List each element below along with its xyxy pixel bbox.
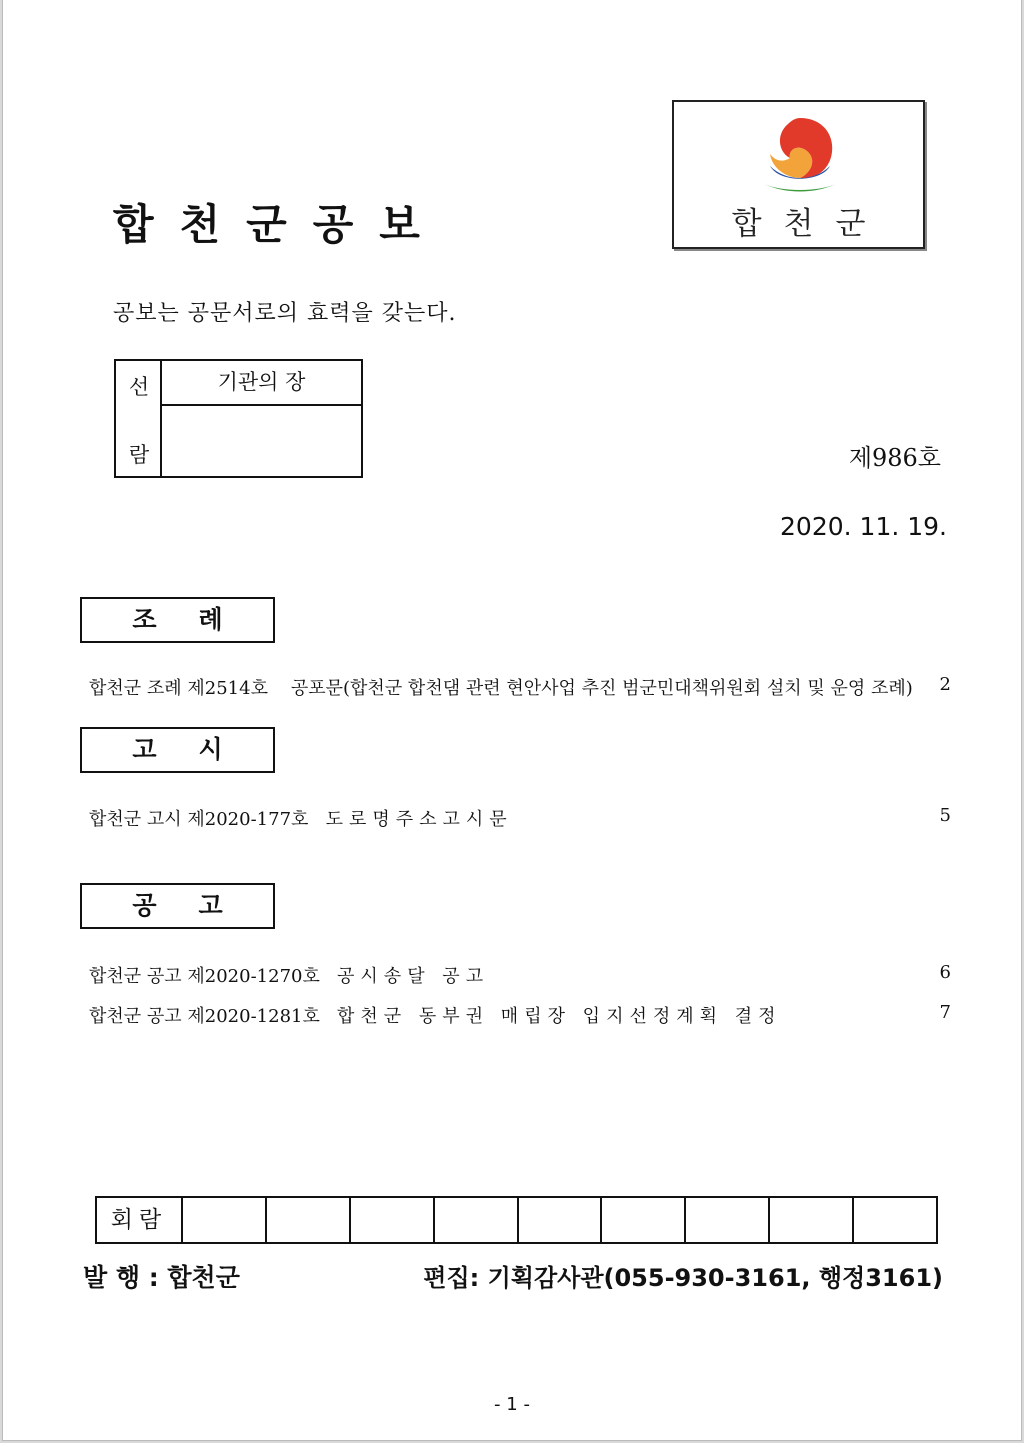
effect-note: 공보는 공문서로의 효력을 갖는다. xyxy=(113,301,457,326)
toc-entry[interactable] xyxy=(89,674,951,700)
entry-ref: 합천군 조례 제2514호 xyxy=(89,678,268,699)
issue-date: 2020. 11. 19. xyxy=(780,512,947,541)
section-heading-notification: 고시 xyxy=(80,727,275,773)
logo-text: 합천군 xyxy=(731,206,888,242)
entry-ref: 합천군 공고 제2020-1270호 xyxy=(89,966,320,987)
entry-page: 2 xyxy=(939,674,951,695)
entry-title: 합천군 동부권 매립장 입지선정계획 결정 xyxy=(337,1006,782,1027)
issue-number: 제986호 xyxy=(848,444,941,472)
entry-ref: 합천군 고시 제2020-177호 xyxy=(89,809,309,830)
section-heading-ordinance: 조례 xyxy=(80,597,275,643)
entry-page: 6 xyxy=(939,962,951,983)
page-number: - 1 - xyxy=(494,1394,530,1415)
toc-entry[interactable] xyxy=(89,1002,951,1028)
editor-contact: 편집: 기획감사관(055-930-3161, 행정3161) xyxy=(423,1264,943,1292)
circulation-table xyxy=(95,1196,938,1244)
entry-title: 공포문(합천군 합천댐 관련 현안사업 추진 범군민대책위원회 설치 및 운영 조례) xyxy=(290,678,913,699)
entry-title: 공시송달 공고 xyxy=(337,966,490,987)
bulletin-page xyxy=(2,0,1022,1441)
section-heading-announcement: 공고 xyxy=(80,883,275,929)
county-emblem-icon xyxy=(760,112,840,198)
review-table xyxy=(114,359,363,478)
circulation-cell xyxy=(600,1198,684,1242)
circulation-label: 회람 xyxy=(110,1207,168,1233)
entry-ref: 합천군 공고 제2020-1281호 xyxy=(89,1006,320,1027)
circulation-cell xyxy=(265,1198,349,1242)
review-head-label: 기관의 장 xyxy=(162,361,361,406)
toc-entry[interactable] xyxy=(89,962,951,988)
publisher: 발 행 : 합천군 xyxy=(83,1263,240,1292)
circulation-cell xyxy=(181,1198,265,1242)
county-logo-box xyxy=(672,100,925,249)
entry-page: 7 xyxy=(939,1002,951,1023)
circulation-cell xyxy=(517,1198,601,1242)
circulation-cell xyxy=(684,1198,768,1242)
review-col-top: 선 xyxy=(128,375,150,399)
bulletin-title: 합천군공보 xyxy=(113,200,446,249)
entry-page: 5 xyxy=(939,805,951,826)
toc-entry[interactable] xyxy=(89,805,951,831)
circulation-cell xyxy=(349,1198,433,1242)
circulation-cell xyxy=(852,1198,936,1242)
entry-title: 도로명주소고시문 xyxy=(325,809,513,830)
review-col-bottom: 람 xyxy=(128,443,150,467)
circulation-cell xyxy=(768,1198,852,1242)
circulation-cell xyxy=(433,1198,517,1242)
